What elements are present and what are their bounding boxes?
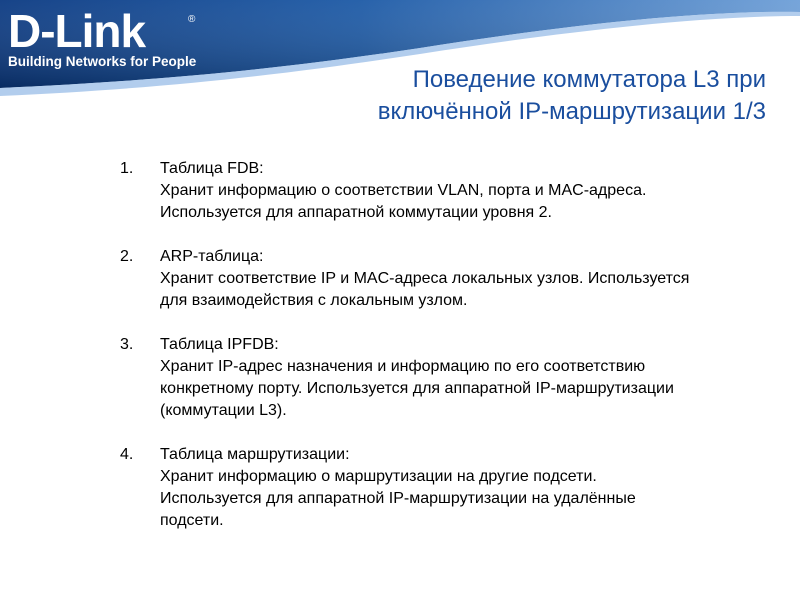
item-number: 2. [120,248,134,265]
item-number: 4. [120,446,134,463]
list-item [120,444,700,532]
slide-title [246,64,766,128]
d-link-logo[interactable] [8,6,208,70]
item-number: 1. [120,160,134,177]
slide-title-line-2: включённой IP-маршрутизации 1/3 [377,98,766,125]
logo-tagline: Building Networks for People [8,54,197,69]
item-heading: Таблица маршрутизации: [160,446,350,463]
list-item [120,158,700,224]
item-description: Хранит информацию о маршрутизации на другие подсети. Используется для аппаратной IP-маршрутизации на удалённые подсети. [160,468,636,529]
list-item [120,246,700,312]
list-item [120,334,700,422]
registered-mark: ® [188,14,196,25]
item-description: Хранит информацию о соответствии VLAN, порта и MAC-адреса. Используется для аппаратной коммутации уровня 2. [160,182,647,221]
item-description: Хранит IP-адрес назначения и информацию по его соответствию конкретному порту. Используется для аппаратной IP-маршрутизации (коммутации L3). [160,358,674,419]
item-heading: Таблица IPFDB: [160,336,279,353]
item-heading: Таблица FDB: [160,160,264,177]
item-heading: ARP-таблица: [160,248,264,265]
slide-title-line-1: Поведение коммутатора L3 при [412,66,766,93]
item-description: Хранит соответствие IP и MAC-адреса локальных узлов. Используется для взаимодействия с локальным узлом. [160,270,690,309]
table-list [120,158,700,554]
item-number: 3. [120,336,134,353]
logo-wordmark: D-Link [8,5,146,57]
